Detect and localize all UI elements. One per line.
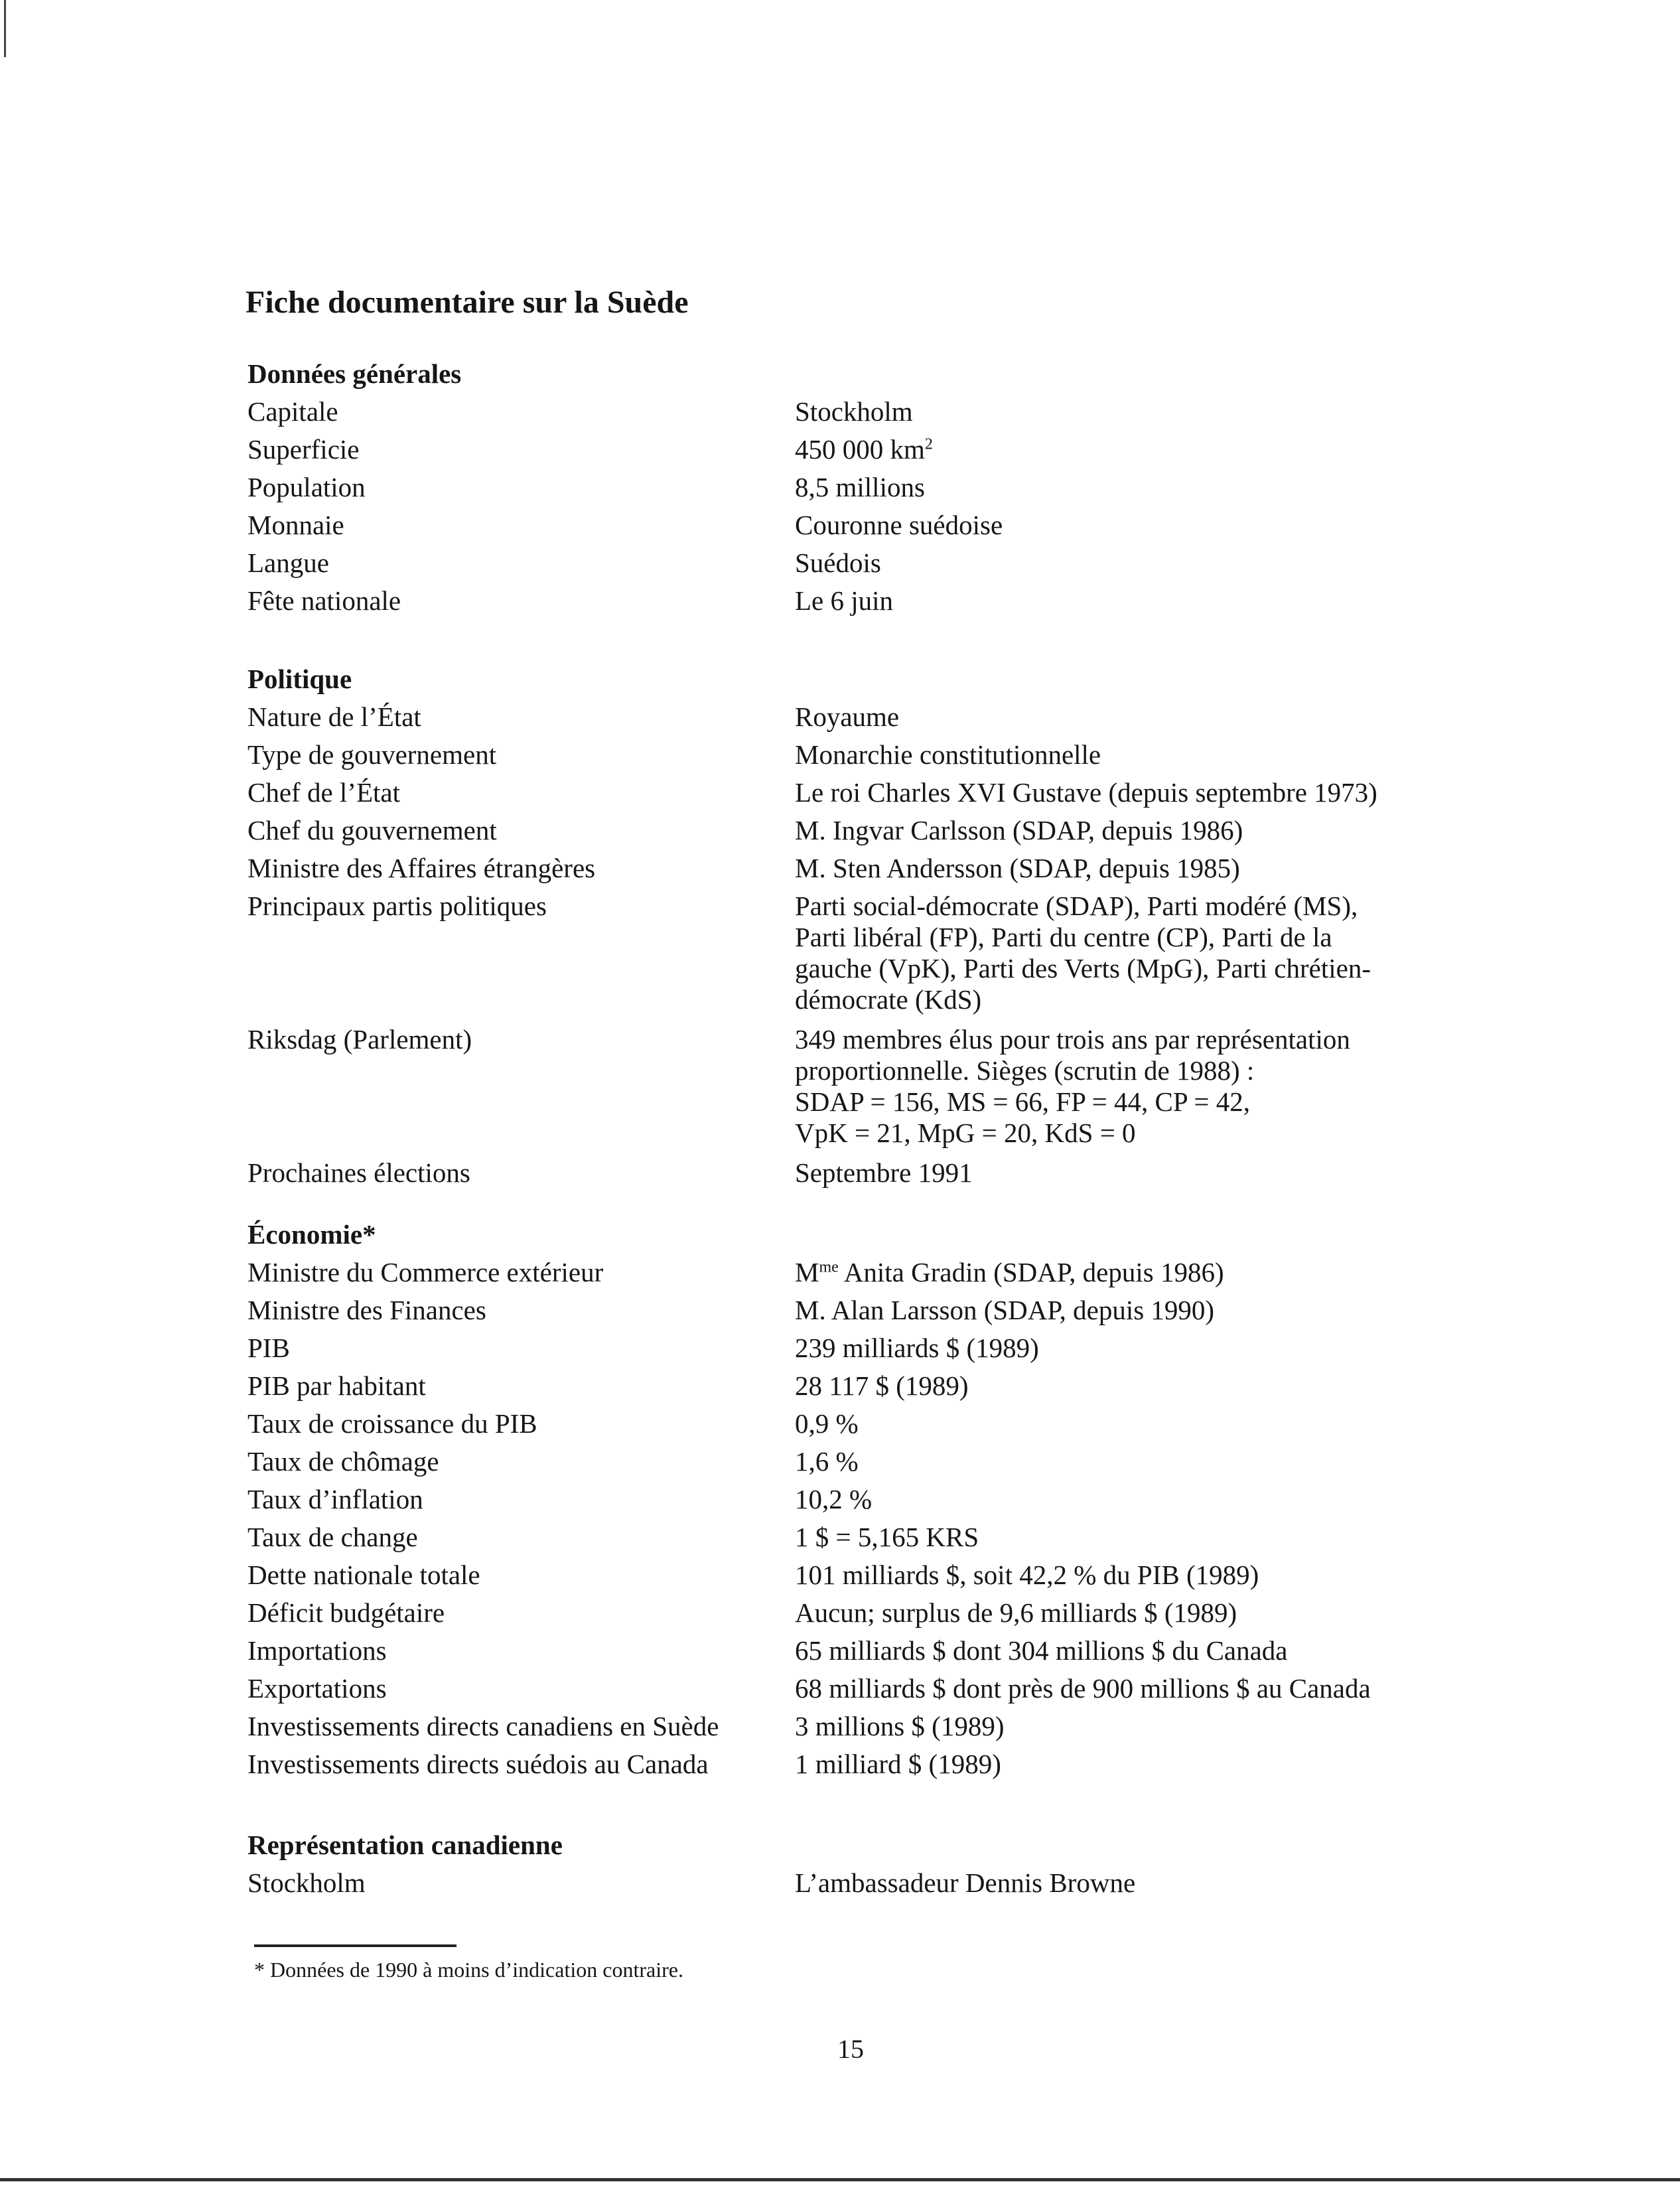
fact-value bbox=[795, 1254, 1458, 1291]
fact-label: Taux de croissance du PIB bbox=[247, 1408, 537, 1439]
fact-label: Stockholm bbox=[247, 1867, 366, 1898]
fact-row bbox=[247, 812, 1508, 849]
fact-value-text: 65 milliards $ dont 304 millions $ du Canada bbox=[795, 1635, 1288, 1666]
fact-value-line bbox=[795, 1481, 1458, 1518]
fact-label: Type de gouvernement bbox=[247, 739, 497, 770]
fact-value-line bbox=[795, 1443, 1458, 1481]
honorific-superscript: me bbox=[819, 1258, 839, 1276]
fact-value bbox=[795, 1154, 1458, 1192]
fact-value bbox=[795, 1367, 1458, 1405]
fact-label: Monnaie bbox=[247, 510, 344, 540]
fact-label: PIB par habitant bbox=[247, 1370, 426, 1401]
fact-value-line bbox=[795, 953, 1458, 984]
footnote-separator bbox=[254, 1944, 456, 1947]
fact-label: Prochaines élections bbox=[247, 1157, 470, 1188]
fact-value-text: 8,5 millions bbox=[795, 472, 925, 502]
bottom-border-line bbox=[0, 2178, 1680, 2181]
fact-value bbox=[795, 469, 1458, 506]
section-title: Économie* bbox=[247, 1219, 376, 1250]
fact-value-text: Le roi Charles XVI Gustave (depuis septembre 1973) bbox=[795, 777, 1377, 808]
fact-label: Déficit budgétaire bbox=[247, 1597, 445, 1628]
page-number: 15 bbox=[837, 2034, 864, 2064]
fact-row bbox=[247, 1670, 1508, 1708]
fact-label: Ministre des Finances bbox=[247, 1295, 486, 1325]
fact-label: Population bbox=[247, 472, 366, 502]
fact-value-line bbox=[795, 1118, 1458, 1149]
fact-label: Capitale bbox=[247, 396, 338, 427]
section-donnees-generales bbox=[247, 355, 1508, 620]
fact-label: Exportations bbox=[247, 1673, 387, 1704]
fact-value bbox=[795, 582, 1458, 620]
fact-row bbox=[247, 1154, 1508, 1192]
fact-value-text: 450 000 km bbox=[795, 434, 925, 465]
fact-value-line bbox=[795, 1864, 1458, 1902]
section-politique bbox=[247, 660, 1508, 1192]
fact-value-line bbox=[795, 1254, 1458, 1291]
fact-row bbox=[247, 774, 1508, 812]
fact-value-text: Couronne suédoise bbox=[795, 510, 1003, 540]
fact-value bbox=[795, 1291, 1458, 1329]
fact-value-text: Le 6 juin bbox=[795, 585, 894, 616]
fact-label: Taux de change bbox=[247, 1522, 418, 1552]
fact-row bbox=[247, 582, 1508, 620]
fact-label: Importations bbox=[247, 1635, 387, 1666]
fact-row bbox=[247, 1708, 1508, 1745]
fact-value-text: 239 milliards $ (1989) bbox=[795, 1333, 1039, 1363]
fact-value bbox=[795, 774, 1458, 812]
fact-value bbox=[795, 1443, 1458, 1481]
fact-value-line bbox=[795, 1405, 1458, 1443]
fact-value bbox=[795, 1632, 1458, 1670]
fact-value bbox=[795, 1745, 1458, 1783]
fact-value-line bbox=[795, 1708, 1458, 1745]
fact-value bbox=[795, 736, 1458, 774]
fact-value-text: 101 milliards $, soit 42,2 % du PIB (1989) bbox=[795, 1560, 1259, 1590]
fact-value-text: proportionnelle. Sièges (scrutin de 1988) : bbox=[795, 1055, 1255, 1086]
fact-label: Ministre des Affaires étrangères bbox=[247, 853, 596, 883]
fact-value bbox=[795, 1481, 1458, 1518]
fact-value bbox=[795, 1670, 1458, 1708]
fact-row bbox=[247, 1367, 1508, 1405]
fact-value bbox=[795, 1594, 1458, 1632]
fact-label: Superficie bbox=[247, 434, 360, 465]
fact-value-text: 1,6 % bbox=[795, 1446, 859, 1477]
fact-value-text: VpK = 21, MpG = 20, KdS = 0 bbox=[795, 1118, 1136, 1148]
fact-value-text: Aucun; surplus de 9,6 milliards $ (1989) bbox=[795, 1597, 1237, 1628]
fact-value bbox=[795, 849, 1458, 887]
fact-value-line bbox=[795, 1154, 1458, 1192]
fact-value-line bbox=[795, 1632, 1458, 1670]
fact-row bbox=[247, 469, 1508, 506]
fact-value bbox=[795, 1708, 1458, 1745]
fact-value-text: 1 $ = 5,165 KRS bbox=[795, 1522, 979, 1552]
fact-value-text: 28 117 $ (1989) bbox=[795, 1370, 969, 1401]
fact-row bbox=[247, 698, 1508, 736]
fact-value-text: Anita Gradin (SDAP, depuis 1986) bbox=[838, 1257, 1224, 1287]
fact-label: Taux de chômage bbox=[247, 1446, 439, 1477]
fact-label: Nature de l’État bbox=[247, 701, 421, 732]
fact-value-line bbox=[795, 582, 1458, 620]
fact-value bbox=[795, 431, 1458, 469]
fact-value bbox=[795, 506, 1458, 544]
fact-row bbox=[247, 1254, 1508, 1291]
fact-label: Langue bbox=[247, 547, 329, 578]
fact-value-text: Monarchie constitutionnelle bbox=[795, 739, 1101, 770]
fact-row bbox=[247, 1518, 1508, 1556]
fact-row bbox=[247, 1021, 1508, 1154]
fact-value-text: 68 milliards $ dont près de 900 millions $ au Canada bbox=[795, 1673, 1371, 1704]
fact-row bbox=[247, 1556, 1508, 1594]
fact-label: PIB bbox=[247, 1333, 290, 1363]
fact-value-text: L’ambassadeur Dennis Browne bbox=[795, 1867, 1136, 1898]
fact-value-line bbox=[795, 1055, 1458, 1086]
fact-value-line bbox=[795, 1670, 1458, 1708]
fact-value-text: Royaume bbox=[795, 701, 900, 732]
fact-value-line bbox=[795, 984, 1458, 1015]
fact-row bbox=[247, 1864, 1508, 1902]
fact-value bbox=[795, 698, 1458, 736]
fact-value bbox=[795, 1021, 1458, 1154]
fact-value-line bbox=[795, 544, 1458, 582]
fact-row bbox=[247, 1481, 1508, 1518]
fact-value bbox=[795, 1556, 1458, 1594]
fact-label: Chef de l’État bbox=[247, 777, 400, 808]
fact-value-line bbox=[795, 1291, 1458, 1329]
section-economie bbox=[247, 1216, 1508, 1783]
fact-row bbox=[247, 393, 1508, 431]
fact-value-text: Stockholm bbox=[795, 396, 913, 427]
fact-value-line bbox=[795, 1329, 1458, 1367]
fact-label: Investissements directs canadiens en Suède bbox=[247, 1711, 719, 1741]
page-title: Fiche documentaire sur la Suède bbox=[245, 285, 689, 320]
fact-value-line bbox=[795, 1556, 1458, 1594]
unit-superscript: 2 bbox=[924, 435, 933, 453]
fact-value-line bbox=[795, 393, 1458, 431]
fact-value-line bbox=[795, 922, 1458, 953]
fact-value-text: 0,9 % bbox=[795, 1408, 859, 1439]
fact-value-line bbox=[795, 1367, 1458, 1405]
fact-value-text: Septembre 1991 bbox=[795, 1157, 973, 1188]
fact-value-text: Parti libéral (FP), Parti du centre (CP), Parti de la bbox=[795, 922, 1332, 952]
fact-value-line bbox=[795, 774, 1458, 812]
fact-value-line bbox=[795, 698, 1458, 736]
fact-value-text: M. Sten Andersson (SDAP, depuis 1985) bbox=[795, 853, 1240, 883]
fact-label: Riksdag (Parlement) bbox=[247, 1024, 472, 1055]
fact-value-text: Suédois bbox=[795, 547, 881, 578]
fact-value-text: 3 millions $ (1989) bbox=[795, 1711, 1005, 1741]
fact-row bbox=[247, 1443, 1508, 1481]
fact-label: Taux d’inflation bbox=[247, 1484, 423, 1514]
section-title: Politique bbox=[247, 664, 352, 694]
fact-value bbox=[795, 1329, 1458, 1367]
fact-value-line bbox=[795, 431, 1458, 469]
section-title: Représentation canadienne bbox=[247, 1830, 563, 1860]
fact-row bbox=[247, 431, 1508, 469]
fact-value-text: démocrate (KdS) bbox=[795, 984, 982, 1015]
fact-row bbox=[247, 849, 1508, 887]
fact-value-line bbox=[795, 1086, 1458, 1118]
fact-row bbox=[247, 736, 1508, 774]
fact-value bbox=[795, 887, 1458, 1021]
fact-value bbox=[795, 1518, 1458, 1556]
fact-label: Fête nationale bbox=[247, 585, 401, 616]
fact-value-text: 349 membres élus pour trois ans par représentation bbox=[795, 1024, 1350, 1055]
fact-value bbox=[795, 1405, 1458, 1443]
fact-row bbox=[247, 1745, 1508, 1783]
fact-value-text: 1 milliard $ (1989) bbox=[795, 1749, 1001, 1779]
fact-value-line bbox=[795, 469, 1458, 506]
fact-value-text: SDAP = 156, MS = 66, FP = 44, CP = 42, bbox=[795, 1086, 1251, 1117]
fact-value-line bbox=[795, 891, 1458, 922]
fact-row bbox=[247, 544, 1508, 582]
section-representation-canadienne bbox=[247, 1826, 1508, 1902]
fact-label: Investissements directs suédois au Canada bbox=[247, 1749, 709, 1779]
fact-value bbox=[795, 544, 1458, 582]
fact-row bbox=[247, 1405, 1508, 1443]
fact-row bbox=[247, 1329, 1508, 1367]
fact-value bbox=[795, 393, 1458, 431]
fact-label: Ministre du Commerce extérieur bbox=[247, 1257, 604, 1287]
fact-value-text: M. Ingvar Carlsson (SDAP, depuis 1986) bbox=[795, 815, 1243, 845]
fact-value-text: 10,2 % bbox=[795, 1484, 873, 1514]
scan-margin-line bbox=[4, 0, 6, 57]
fact-label: Chef du gouvernement bbox=[247, 815, 497, 845]
footnote: * Données de 1990 à moins d’indication contraire. bbox=[254, 1958, 683, 1982]
fact-value-text: Parti social-démocrate (SDAP), Parti modéré (MS), bbox=[795, 891, 1358, 921]
fact-value-text: M. Alan Larsson (SDAP, depuis 1990) bbox=[795, 1295, 1215, 1325]
fact-value bbox=[795, 812, 1458, 849]
honorific-prefix: M bbox=[795, 1257, 819, 1287]
section-title: Données générales bbox=[247, 358, 462, 389]
fact-row bbox=[247, 887, 1508, 1021]
fact-value-line bbox=[795, 506, 1458, 544]
fact-value-line bbox=[795, 1745, 1458, 1783]
fact-value-line bbox=[795, 1594, 1458, 1632]
fact-row bbox=[247, 1632, 1508, 1670]
fact-row bbox=[247, 506, 1508, 544]
fact-value-line bbox=[795, 849, 1458, 887]
fact-label: Dette nationale totale bbox=[247, 1560, 480, 1590]
fact-value bbox=[795, 1864, 1458, 1902]
fact-label: Principaux partis politiques bbox=[247, 891, 547, 921]
fact-value-line bbox=[795, 1518, 1458, 1556]
fact-value-line bbox=[795, 1024, 1458, 1055]
fact-value-line bbox=[795, 736, 1458, 774]
fact-value-line bbox=[795, 812, 1458, 849]
fact-row bbox=[247, 1594, 1508, 1632]
fact-value-text: gauche (VpK), Parti des Verts (MpG), Parti chrétien- bbox=[795, 953, 1371, 984]
fact-row bbox=[247, 1291, 1508, 1329]
